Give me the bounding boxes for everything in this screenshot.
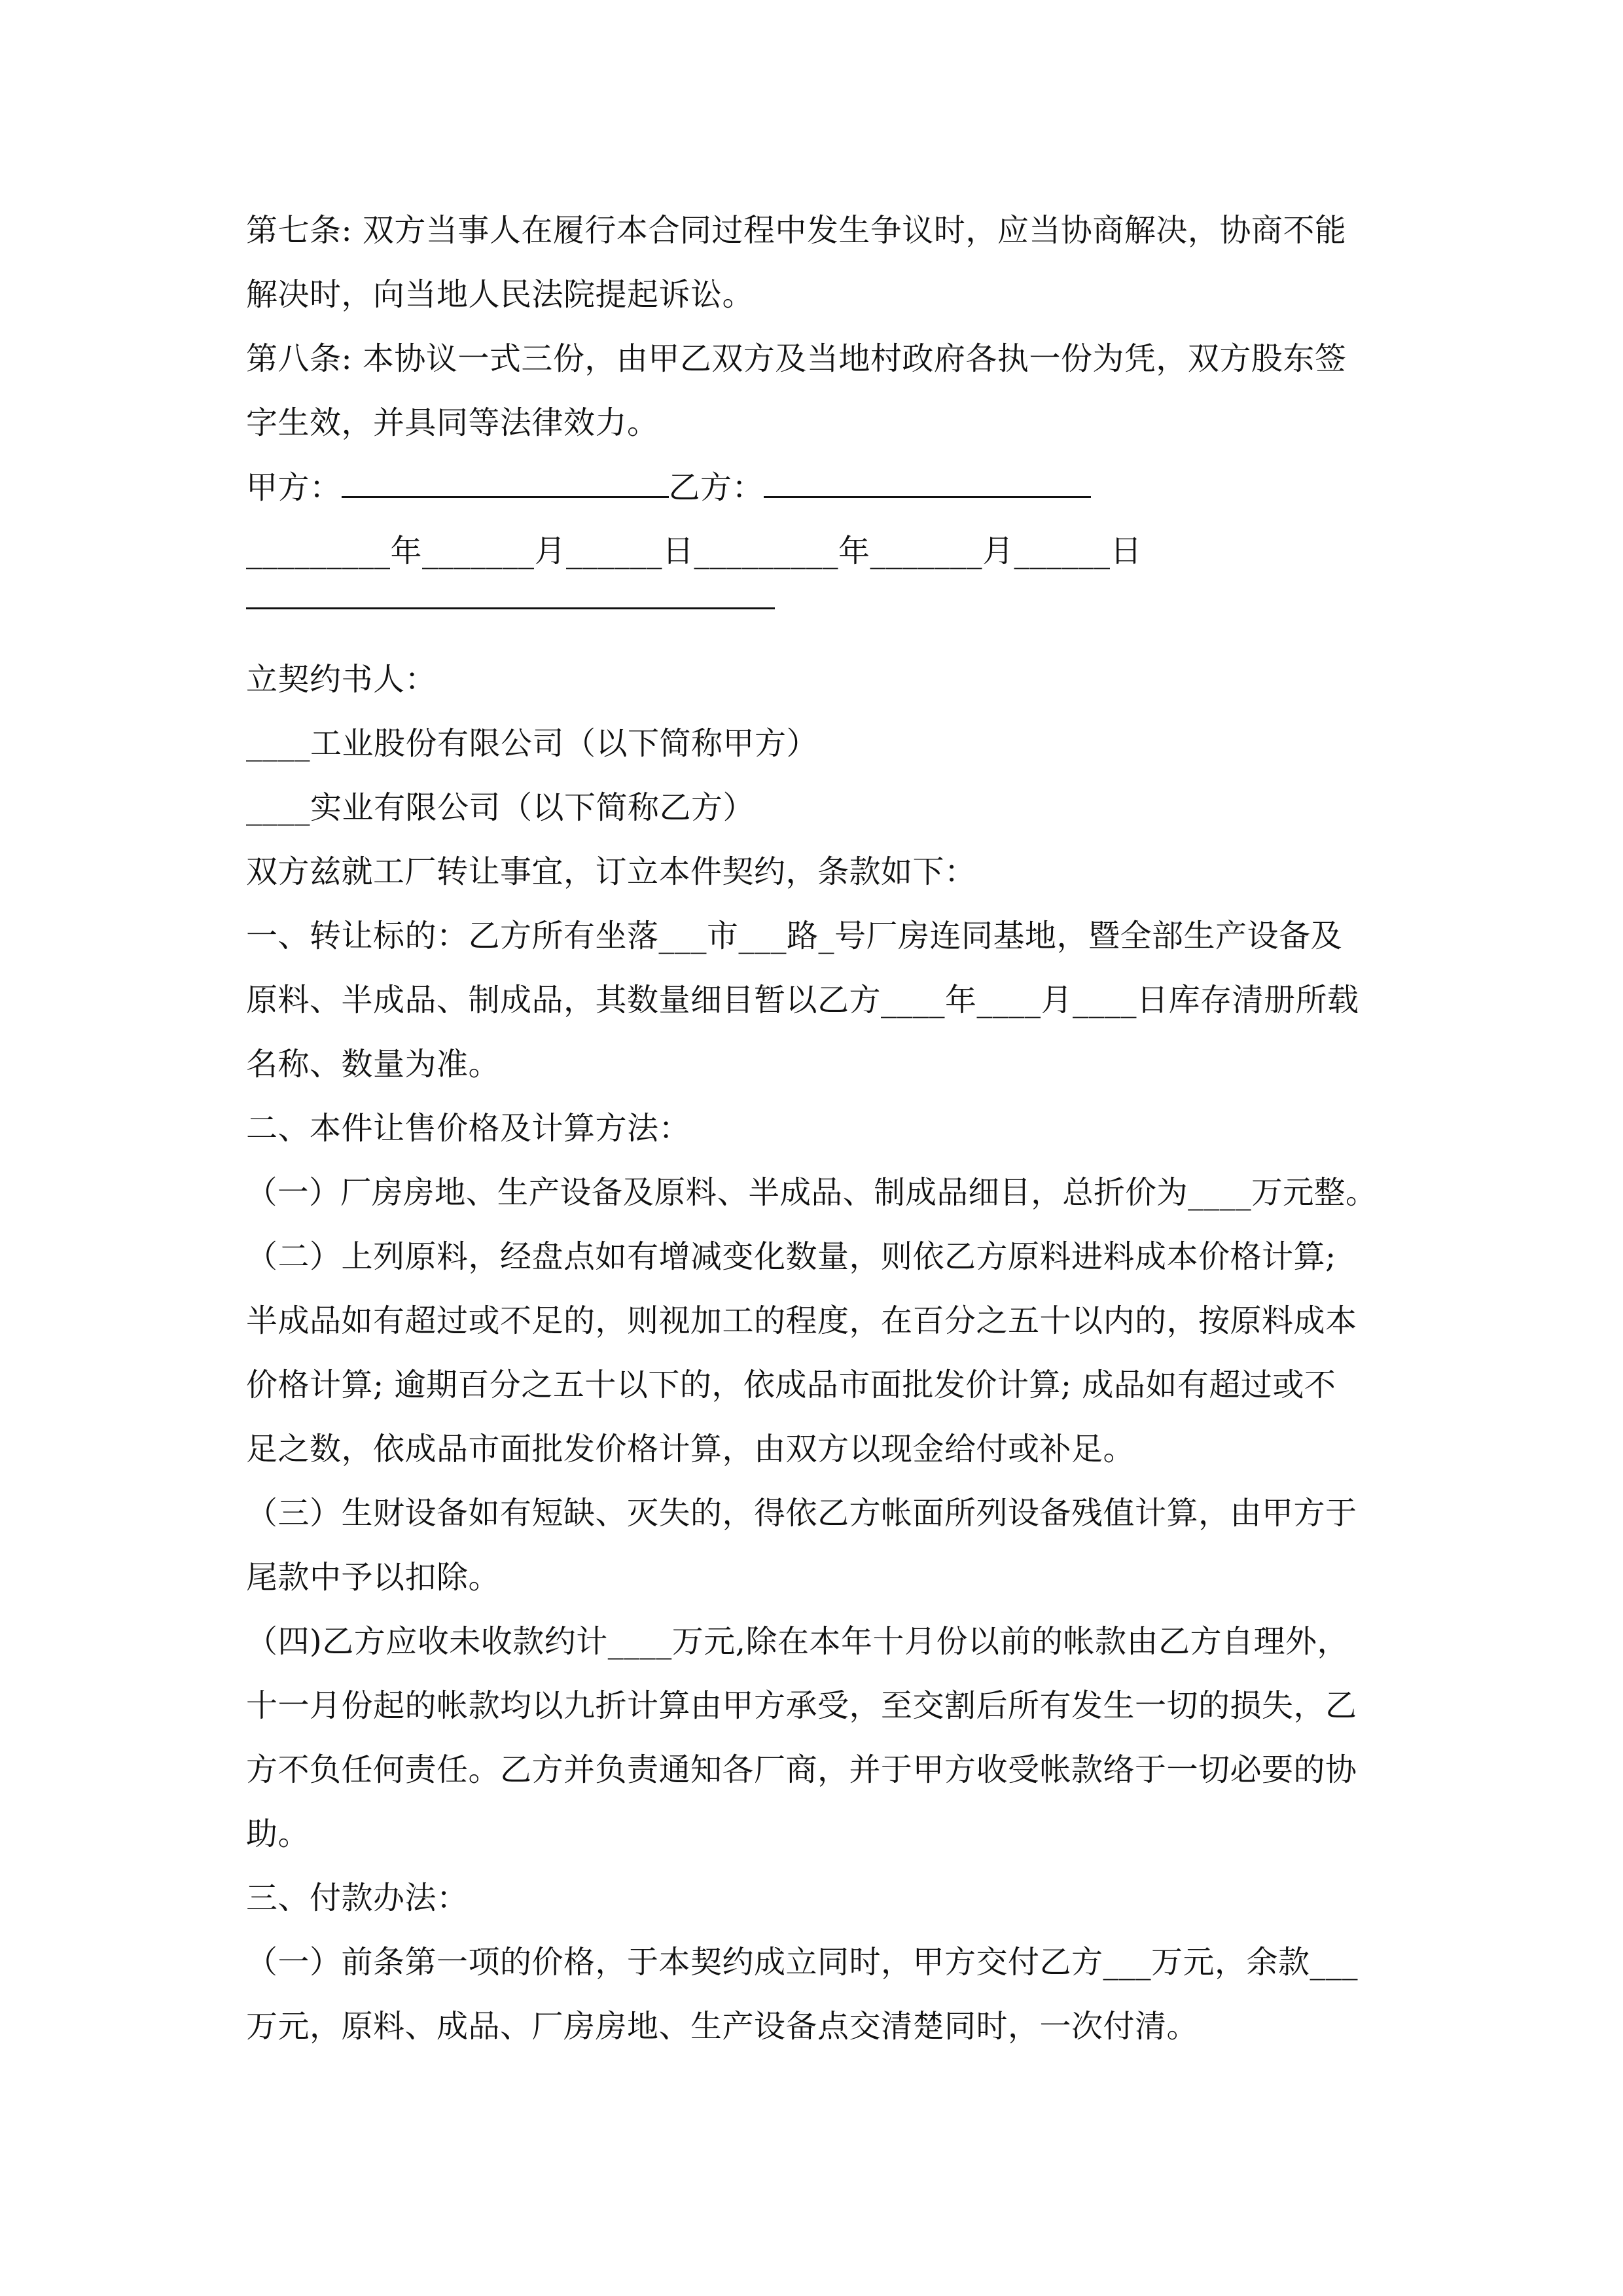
party-b-label: 乙方：: [668, 469, 764, 506]
article-8-line-1: 第八条: 本协议一式三份，由甲乙双方及当地村政府各执一份为凭，双方股东签: [246, 340, 1347, 377]
section-2-title: 二、本件让售价格及计算方法：: [246, 1110, 691, 1147]
section-1-line-2: 原料、半成品、制成品，其数量细目暂以乙方____年____月____日库存清册所载: [246, 982, 1359, 1018]
article-7-line-1: 第七条: 双方当事人在履行本合同过程中发生争议时，应当协商解决，协商不能: [246, 212, 1347, 249]
section-3-item-1-line-1: （一）前条第一项的价格，于本契约成立同时，甲方交付乙方___万元，余款___: [246, 1944, 1359, 1981]
signature-line: [246, 467, 1091, 507]
article-8-line-2: 字生效，并具同等法律效力。: [246, 404, 659, 441]
section-3-item-1-line-2: 万元，原料、成品、厂房房地、生产设备点交清楚同时，一次付清。: [246, 2008, 1199, 2045]
section-1-line-1: 一、转让标的：乙方所有坐落___市___路_号厂房连同基地，暨全部生产设备及: [246, 918, 1343, 954]
section-2-item-2-line-2: 半成品如有超过或不足的，则视加工的程度，在百分之五十以内的，按原料成本: [246, 1302, 1357, 1339]
party-b-signature-blank: [764, 467, 1091, 498]
section-2-item-2-line-1: （二）上列原料，经盘点如有增减变化数量，则依乙方原料进料成本价格计算;: [246, 1238, 1336, 1275]
article-7-line-2: 解决时，向当地人民法院提起诉讼。: [246, 276, 755, 313]
date-line: _________年_______月______日_________年_______月______日: [246, 533, 1143, 569]
company-b: ____实业有限公司（以下简称乙方）: [246, 789, 755, 826]
section-3-title: 三、付款办法：: [246, 1880, 469, 1916]
section-2-item-4-line-4: 助。: [246, 1816, 310, 1852]
party-a-label: 甲方：: [246, 469, 342, 506]
section-2-item-1: （一）厂房房地、生产设备及原料、半成品、制成品细目，总折价为____万元整。: [246, 1174, 1377, 1211]
section-2-item-4-line-2: 十一月份起的帐款均以九折计算由甲方承受，至交割后所有发生一切的损失，乙: [246, 1687, 1357, 1724]
party-a-signature-blank: [342, 467, 669, 498]
section-2-item-2-line-3: 价格计算; 逾期百分之五十以下的，依成品市面批发价计算; 成品如有超过或不: [246, 1367, 1336, 1403]
section-2-item-4-line-1: （四)乙方应收未收款约计____万元,除在本年十月份以前的帐款由乙方自理外，: [246, 1623, 1349, 1660]
section-1-line-3: 名称、数量为准。: [246, 1046, 501, 1083]
section-2-item-4-line-3: 方不负任何责任。乙方并负责通知各厂商，并于甲方收受帐款络于一切必要的协: [246, 1751, 1357, 1788]
section-2-item-3-line-1: （三）生财设备如有短缺、灭失的，得依乙方帐面所列设备残值计算，由甲方于: [246, 1495, 1357, 1532]
signers-label: 立契约书人：: [246, 661, 437, 698]
company-a: ____工业股份有限公司（以下简称甲方）: [246, 725, 819, 762]
section-2-item-2-line-4: 足之数，依成品市面批发价格计算，由双方以现金给付或补足。: [246, 1431, 1135, 1467]
section-2-item-3-line-2: 尾款中予以扣除。: [246, 1559, 501, 1596]
intro-paragraph: 双方兹就工厂转让事宜，订立本件契约，条款如下：: [246, 853, 976, 890]
section-divider: [246, 607, 775, 609]
